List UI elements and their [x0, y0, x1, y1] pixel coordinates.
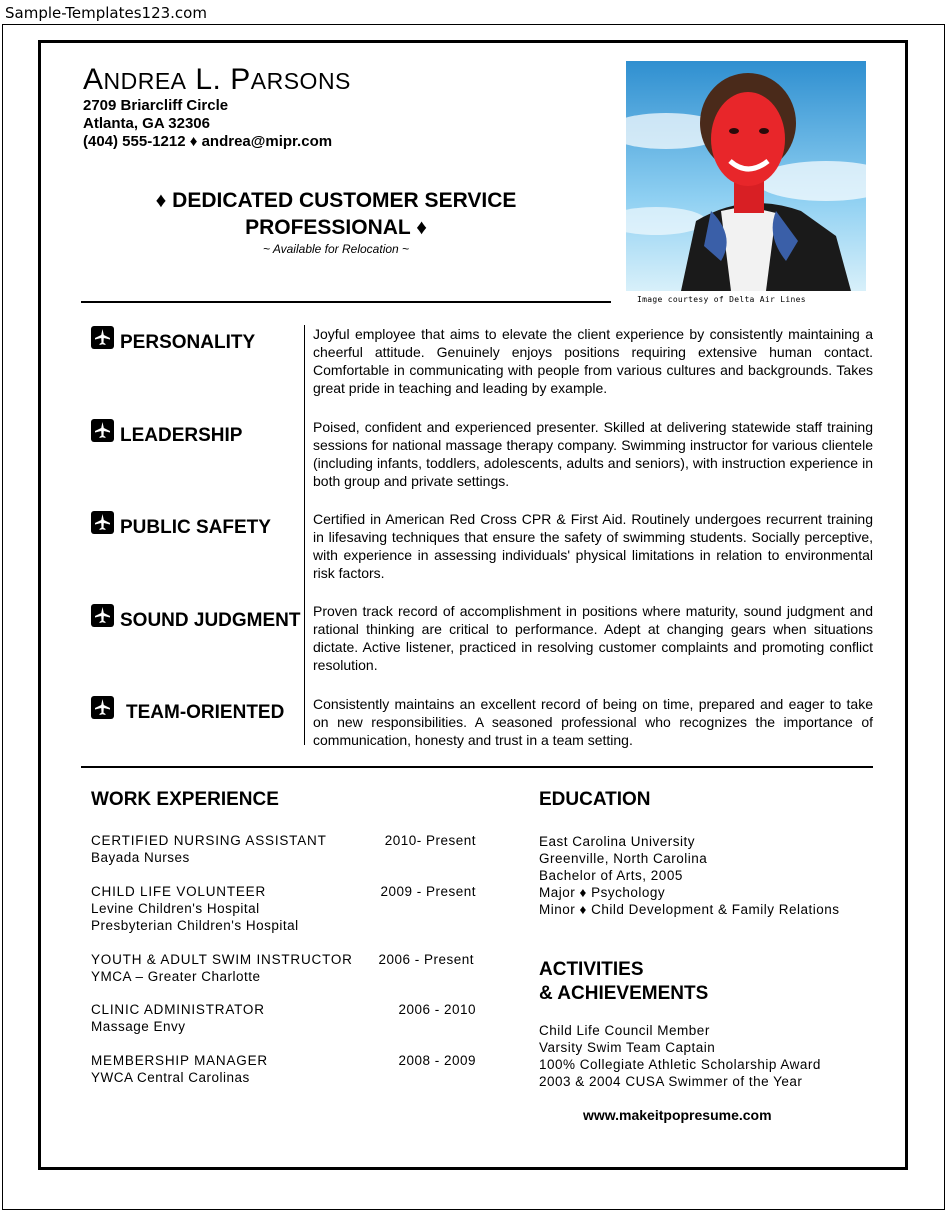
activity-line: Child Life Council Member: [539, 1023, 710, 1038]
job-dates: 2008 - 2009: [398, 1053, 476, 1068]
job-title: YOUTH & ADULT SWIM INSTRUCTOR: [91, 952, 353, 967]
airplane-icon: [91, 604, 114, 627]
trait-label-public-safety: [91, 516, 271, 539]
activity-line: Varsity Swim Team Captain: [539, 1040, 716, 1055]
name-first-initial: A: [83, 63, 104, 96]
resume-page: [38, 40, 908, 1170]
education-line: Bachelor of Arts, 2005: [539, 868, 683, 883]
headline: [121, 187, 551, 241]
address-line-1: 2709 Briarcliff Circle: [83, 97, 229, 114]
job-org: Massage Envy: [91, 1019, 186, 1034]
activity-line: 2003 & 2004 CUSA Swimmer of the Year: [539, 1074, 803, 1089]
education-line: Greenville, North Carolina: [539, 851, 708, 866]
activity-line: 100% Collegiate Athletic Scholarship Award: [539, 1057, 821, 1072]
trait-text-team-oriented: Consistently maintains an excellent record of being on time, prepared and eager to take on new responsibilities. A seasoned professional who recognizes the importance of communication, honesty and trust in a team setting.: [313, 696, 873, 748]
photo-caption: Image courtesy of Delta Air Lines: [637, 295, 806, 304]
trait-label-personality: [91, 331, 255, 354]
header-divider: [81, 301, 611, 303]
job-dates: 2006 - Present: [378, 952, 474, 967]
relocation-note: ~ Available for Relocation ~: [262, 242, 410, 256]
name-first-rest: NDREA: [103, 68, 187, 94]
education-line: East Carolina University: [539, 834, 696, 849]
activities-title-line-2: & ACHIEVEMENTS: [539, 983, 709, 1004]
job-title: MEMBERSHIP MANAGER: [91, 1053, 268, 1068]
trait-label-text: LEADERSHIP: [120, 424, 243, 446]
education-line: Major ♦ Psychology: [539, 885, 666, 900]
trait-label-team-oriented: [91, 701, 284, 724]
trait-text-sound-judgment: Proven track record of accomplishment in positions where maturity, sound judgment and rational thinking are critical to performance. Adept at changing gears when situations dictate. Active listener, practiced in resolving customer complaints and promoting conflict resolution.: [313, 603, 873, 673]
airplane-icon: [91, 419, 114, 442]
job-org: Bayada Nurses: [91, 850, 190, 865]
education-title: EDUCATION: [539, 789, 651, 810]
trait-label-sound-judgment: [91, 609, 301, 632]
education-line: Minor ♦ Child Development & Family Relations: [539, 902, 840, 917]
job-title: CERTIFIED NURSING ASSISTANT: [91, 833, 327, 848]
trait-label-leadership: [91, 424, 242, 447]
job-dates: 2010- Present: [384, 833, 476, 848]
trait-label-text: PUBLIC SAFETY: [120, 516, 271, 538]
address-line-2: Atlanta, GA 32306: [83, 115, 210, 132]
work-experience-title: WORK EXPERIENCE: [91, 789, 279, 810]
trait-text-leadership: Poised, confident and experienced presenter. Skilled at delivering statewide staff training sessions for national massage therapy company. Swimming instructor for various clientele (including infants, toddlers, adolescents, adults and seniors), with instruction experience in both group and private settings.: [313, 419, 873, 489]
trait-label-text: SOUND JUDGMENT: [120, 609, 301, 631]
job-title: CHILD LIFE VOLUNTEER: [91, 884, 267, 899]
job-org: YWCA Central Carolinas: [91, 1070, 250, 1085]
portrait-illustration: [626, 61, 866, 291]
job-org: Presbyterian Children's Hospital: [91, 918, 299, 933]
job-dates: 2009 - Present: [380, 884, 476, 899]
trait-text-public-safety: Certified in American Red Cross CPR & First Aid. Routinely undergoes recurrent training in lifesaving techniques that ensure the safety of swimming students. Socially perceptive, with experience in assessing individuals' physical limitations in relation to environmental risk factors.: [313, 511, 873, 581]
trait-text-personality: Joyful employee that aims to elevate the client experience by consistently maintaining a cheerful attitude. Genuinely enjoys positions requiring extensive human contact. Comfortable in communicating with people from various cultures and backgrounds. Takes great pride in teaching and leading by example.: [313, 326, 873, 396]
footer-url-link[interactable]: www.makeitpopresume.com: [583, 1107, 772, 1123]
profile-photo: [626, 61, 866, 291]
trait-label-text: TEAM-ORIENTED: [126, 701, 285, 723]
trait-label-text: PERSONALITY: [120, 331, 256, 353]
watermark-text: Sample-Templates123.com: [5, 4, 207, 22]
job-org: YMCA – Greater Charlotte: [91, 969, 261, 984]
activities-title-line-1: ACTIVITIES: [539, 959, 644, 980]
airplane-icon: [91, 326, 114, 349]
name-last-rest: ARSONS: [250, 68, 351, 94]
candidate-name: [83, 63, 351, 97]
job-dates: 2006 - 2010: [398, 1002, 476, 1017]
airplane-icon: [91, 696, 114, 719]
job-org: Levine Children's Hospital: [91, 901, 260, 916]
contact-line: (404) 555-1212 ♦ andrea@mipr.com: [83, 133, 333, 150]
headline-line-2: PROFESSIONAL ♦: [245, 216, 427, 239]
section-divider: [81, 766, 873, 768]
name-last-initial: P: [230, 63, 251, 96]
headline-line-1: ♦ DEDICATED CUSTOMER SERVICE: [155, 189, 517, 212]
trait-divider: [304, 325, 305, 745]
name-middle: L.: [195, 63, 222, 96]
airplane-icon: [91, 511, 114, 534]
job-title: CLINIC ADMINISTRATOR: [91, 1002, 265, 1017]
